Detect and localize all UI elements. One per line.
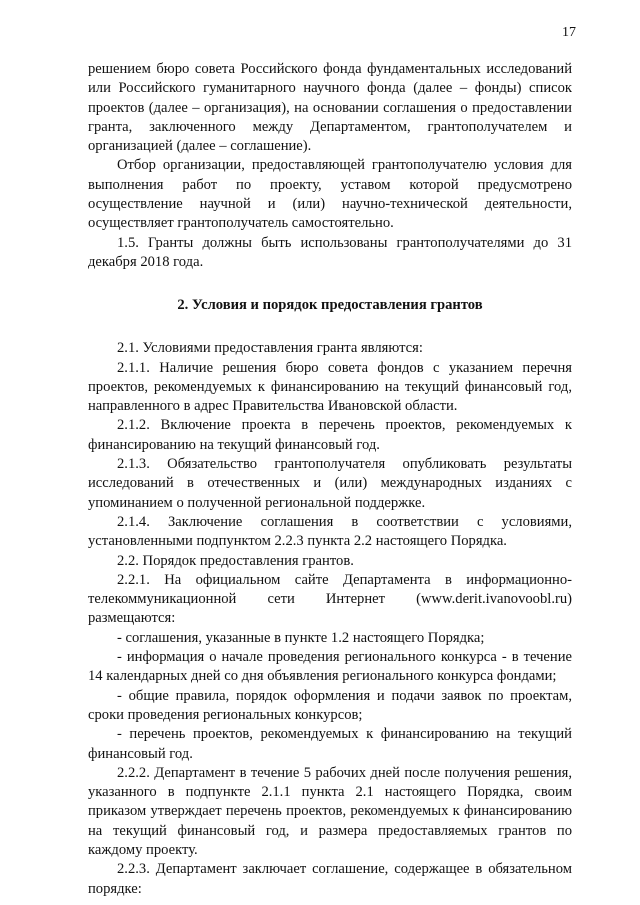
list-item: - общие правила, порядок оформления и подачи заявок по проектам, сроки проведения региональных конкурсов; bbox=[88, 687, 572, 723]
paragraph: 2.1.3. Обязательство грантополучателя опубликовать результаты исследований в отечественных и (или) международных изданиях с упоминанием о полученной региональной поддержке. bbox=[88, 456, 572, 511]
paragraph: решением бюро совета Российского фонда фундаментальных исследований или Российского гуманитарного научного фонда (далее – фонды) список проектов (далее – организация), на основании соглашения о предоставлении гранта, заключенного между Департаментом, грантополучателем и организацией (далее – соглашение). bbox=[88, 61, 572, 155]
paragraph: 2.2. Порядок предоставления грантов. bbox=[117, 552, 354, 569]
paragraph: 2.2.3. Департамент заключает соглашение, содержащее в обязательном порядке: bbox=[88, 861, 572, 897]
page-number: 17 bbox=[562, 25, 576, 40]
list-item: - перечень проектов, рекомендуемых к финансированию на текущий финансовый год. bbox=[88, 726, 572, 762]
list-item: - соглашения, указанные в пункте 1.2 настоящего Порядка; bbox=[117, 629, 485, 646]
paragraph: 2.1. Условиями предоставления гранта являются: bbox=[117, 340, 423, 357]
paragraph: 2.1.1. Наличие решения бюро совета фондов с указанием перечня проектов, рекомендуемых к финансированию на текущий финансовый год, направленного в адрес Правительства Ивановской области. bbox=[88, 359, 572, 415]
paragraph: 2.2.1. На официальном сайте Департамента в информационно-телекоммуникационной сети Интернет (www.derit.ivanovoobl.ru) размещаются: bbox=[88, 571, 572, 627]
list-item: - информация о начале проведения регионального конкурса - в течение 14 календарных дней со дня объявления регионального конкурса фондами; bbox=[88, 649, 572, 685]
section-heading: 2. Условия и порядок предоставления грантов bbox=[177, 297, 483, 314]
paragraph: 1.5. Гранты должны быть использованы грантополучателями до 31 декабря 2018 года. bbox=[88, 234, 572, 270]
document-body bbox=[88, 60, 572, 899]
paragraph: 2.1.2. Включение проекта в перечень проектов, рекомендуемых к финансированию на текущий финансовый год. bbox=[88, 417, 572, 453]
paragraph: 2.1.4. Заключение соглашения в соответствии с условиями, установленными подпунктом 2.2.3 пункта 2.2 настоящего Порядка. bbox=[88, 513, 572, 550]
paragraph: 2.2.2. Департамент в течение 5 рабочих дней после получения решения, указанного в подпункте 2.1.1 пункта 2.1 настоящего Порядка, своим приказом утверждает перечень проектов, рекомендуемых к финансированию на текущий финансовый год, и размера предоставляемых грантов по каждому проекту. bbox=[88, 764, 572, 858]
paragraph: Отбор организации, предоставляющей грантополучателю условия для выполнения работ по проекту, уставом которой предусмотрено осуществление научной и (или) научно-технической деятельности, осуществляет грантополучатель самостоятельно. bbox=[88, 157, 572, 232]
